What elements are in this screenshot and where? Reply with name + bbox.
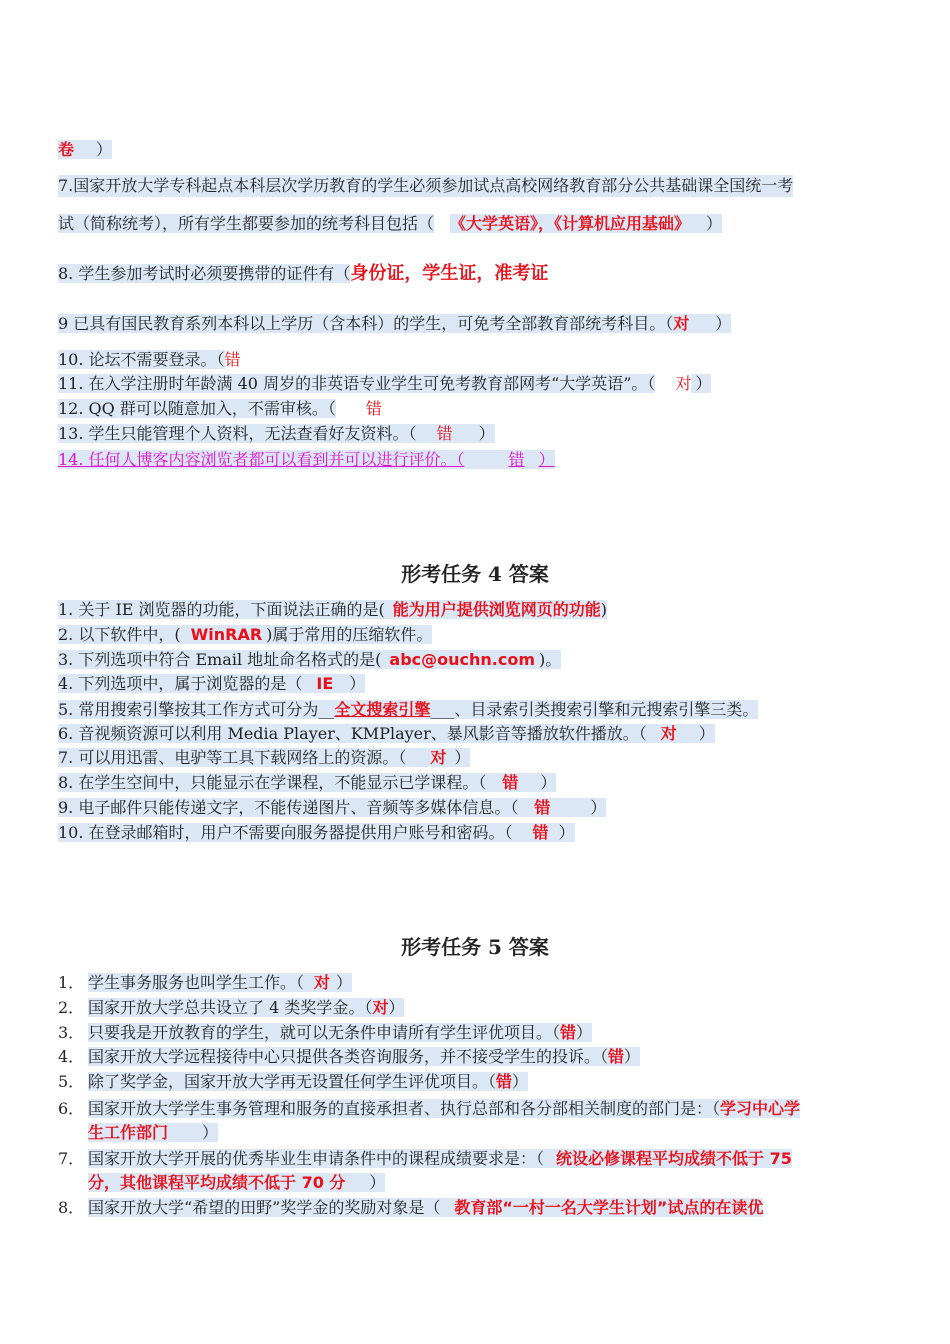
line-p4-6: 7. 可以用迅雷、电驴等工具下载网络上的资源。（ 对 ） bbox=[58, 748, 471, 767]
line-p1-8: 13. 学生只能管理个人资料，无法查看好友资料。（ 错 ） bbox=[58, 424, 495, 443]
line-p4-3: 4. 下列选项中，属于浏览器的是（ IE ） bbox=[58, 674, 366, 693]
line-p4-9: 10. 在登录邮箱时，用户不需要向服务器提供用户账号和密码。（ 错 ） bbox=[58, 823, 575, 842]
line-p5-7: 7． 国家开放大学开展的优秀毕业生申请条件中的课程成绩要求是：（ 统设必修课程平均成绩不低于 75 bbox=[58, 1149, 792, 1168]
line-p1-2: 试（简称统考），所有学生都要参加的统考科目包括（ 《大学英语》，《计算机应用基础》 ） bbox=[58, 214, 723, 233]
line-p1-5: 10. 论坛不需要登录。（错 bbox=[58, 350, 241, 369]
line-p5-8: 分，其他课程平均成绩不低于 70 分 ） bbox=[88, 1173, 386, 1192]
line-p4-4: 5. 常用搜索引擎按其工作方式可分为__全文搜索引擎___、目录索引类搜索引擎和元搜索引擎三类。 bbox=[58, 700, 759, 719]
line-p5-3: 4． 国家开放大学远程接待中心只提供各类咨询服务，并不接受学生的投诉。（错） bbox=[58, 1047, 641, 1066]
section-title-5: 形考任务 5 答案 bbox=[401, 935, 549, 959]
line-p4-0: 1. 关于 IE 浏览器的功能，下面说法正确的是( 能为用户提供浏览网页的功能) bbox=[58, 600, 608, 619]
line-p5-6: 生工作部门 ） bbox=[88, 1123, 219, 1142]
line-p5-9: 8． 国家开放大学“希望的田野”奖学金的奖励对象是（ 教育部“一村一名大学生计划”试点的在读优 bbox=[58, 1198, 764, 1217]
section-title-4: 形考任务 4 答案 bbox=[401, 562, 549, 586]
line-p5-5: 6． 国家开放大学学生事务管理和服务的直接承担者、执行总部和各分部相关制度的部门是：（学习中心学 bbox=[58, 1099, 801, 1118]
line-p4-7: 8. 在学生空间中，只能显示在学课程，不能显示已学课程。（ 错 ） bbox=[58, 773, 557, 792]
line-p4-5: 6. 音视频资源可以利用 Media Player、KMPlayer、暴风影音等播放软件播放。（ 对 ） bbox=[58, 724, 715, 743]
line-p1-3: 8. 学生参加考试时必须要携带的证件有（身份证，学生证，准考证 bbox=[58, 263, 549, 284]
line-p4-1: 2. 以下软件中，( WinRAR )属于常用的压缩软件。 bbox=[58, 625, 433, 644]
line-p5-0: 1． 学生事务服务也叫学生工作。（ 对 ） bbox=[58, 973, 353, 992]
line-p4-8: 9. 电子邮件只能传递文字，不能传递图片、音频等多媒体信息。（ 错 ） bbox=[58, 798, 607, 817]
line-p5-2: 3． 只要我是开放教育的学生，就可以无条件申请所有学生评优项目。（错） bbox=[58, 1023, 593, 1042]
line-p1-0: 卷 ） bbox=[58, 140, 113, 159]
line-p5-1: 2． 国家开放大学总共设立了 4 类奖学金。（对） bbox=[58, 998, 405, 1017]
line-p1-6: 11. 在入学注册时年龄满 40 周岁的非英语专业学生可免考教育部网考“大学英语”。（ 对 ） bbox=[58, 374, 712, 393]
line-p1-9: 14. 任何人博客内容浏览者都可以看到并可以进行评价。（ 错 ） bbox=[58, 450, 555, 469]
line-p1-4: 9 已具有国民教育系列本科以上学历（含本科）的学生，可免考全部教育部统考科目。（对 ） bbox=[58, 314, 732, 333]
line-p4-2: 3. 下列选项中符合 Email 地址命名格式的是( abc@ouchn.com )。 bbox=[58, 650, 562, 669]
line-p1-7: 12. QQ 群可以随意加入，不需审核。（ 错 bbox=[58, 399, 382, 418]
line-p1-1: 7.国家开放大学专科起点本科层次学历教育的学生必须参加试点高校网络教育部分公共基础课全国统一考 bbox=[58, 176, 794, 195]
line-p5-4: 5． 除了奖学金，国家开放大学再无设置任何学生评优项目。（错） bbox=[58, 1072, 529, 1091]
